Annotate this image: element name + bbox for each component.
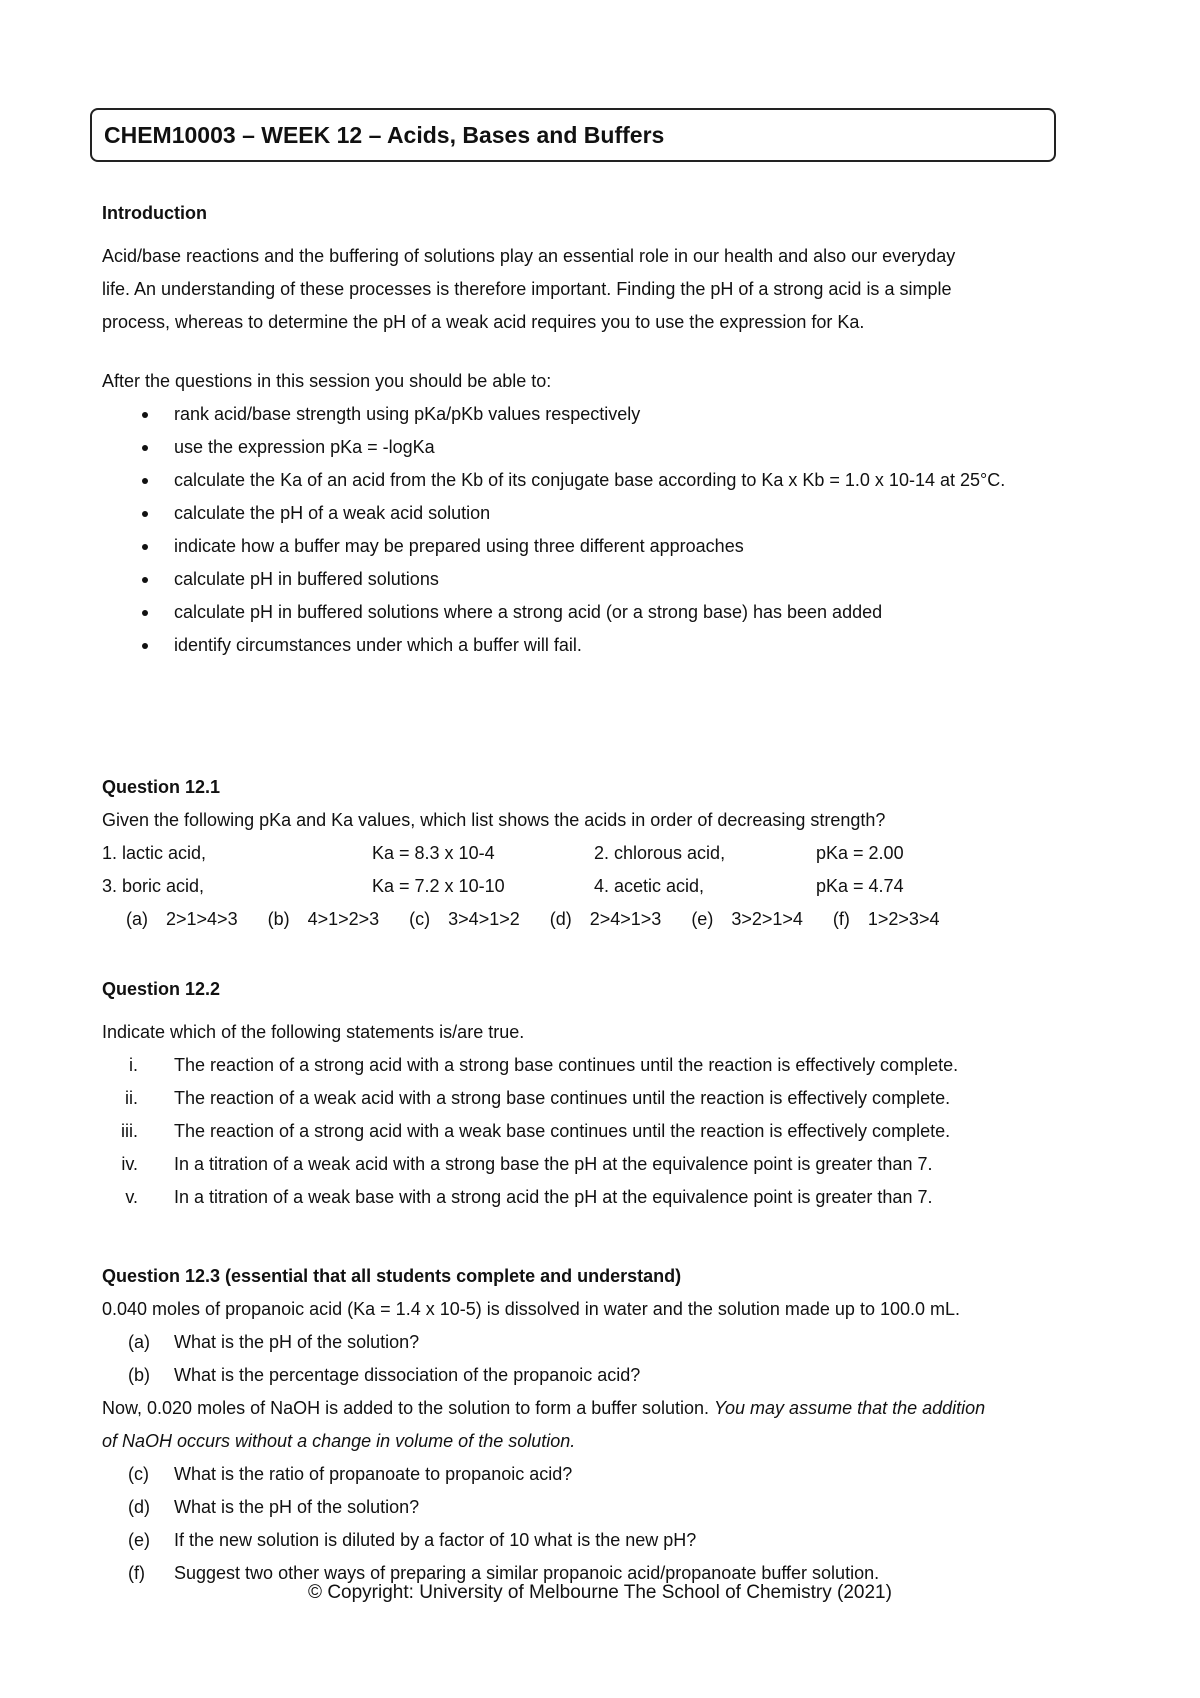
question-heading: Question 12.1	[102, 777, 221, 797]
answer-option[interactable]: (c) 3>4>1>2	[409, 909, 520, 929]
intro-section	[102, 197, 1112, 662]
statement-item: ii. The reaction of a weak acid with a strong base continues until the reaction is effectively complete.	[125, 1088, 951, 1108]
question-12-2	[102, 973, 1112, 1214]
copyright-footer: © Copyright: University of Melbourne The School of Chemistry (2021)	[308, 1582, 892, 1603]
intro-paragraph-line-2: life. An understanding of these processes is therefore important. Finding the pH of a strong acid is a simple	[102, 279, 952, 299]
sub-question: (a) What is the pH of the solution?	[128, 1332, 420, 1352]
question-heading: Question 12.2	[102, 979, 221, 999]
acid-label: 1. lactic acid,	[102, 843, 207, 863]
objective-item: calculate the Ka of an acid from the Kb of its conjugate base according to Ka x Kb = 1.0 x 10-14 at 25°C.	[102, 464, 1112, 497]
sub-question: (c) What is the ratio of propanoate to propanoic acid?	[128, 1464, 573, 1484]
question-heading: Question 12.3 (essential that all students complete and understand)	[102, 1266, 682, 1286]
buffer-prep-line-1: Now, 0.020 moles of NaOH is added to the solution to form a buffer solution. You may assume that the addition	[102, 1398, 986, 1418]
question-prompt: 0.040 moles of propanoic acid (Ka = 1.4 x 10-5) is dissolved in water and the solution made up to 100.0 mL.	[102, 1299, 961, 1319]
sub-question: (e) If the new solution is diluted by a factor of 10 what is the new pH?	[128, 1530, 697, 1550]
statement-item: i. The reaction of a strong acid with a strong base continues until the reaction is effectively complete.	[129, 1055, 959, 1075]
objective-item: identify circumstances under which a buffer will fail.	[102, 629, 1112, 662]
acid-value: Ka = 8.3 x 10-4	[372, 843, 495, 863]
buffer-prep-line-2: of NaOH occurs without a change in volume of the solution.	[102, 1431, 576, 1451]
objective-item: calculate the pH of a weak acid solution	[102, 497, 1112, 530]
acid-label: 4. acetic acid,	[594, 876, 705, 896]
question-12-3	[102, 1260, 1112, 1590]
acid-value: pKa = 4.74	[816, 876, 904, 896]
acid-label: 2. chlorous acid,	[594, 843, 726, 863]
intro-heading: Introduction	[102, 203, 207, 223]
acid-value: Ka = 7.2 x 10-10	[372, 876, 505, 896]
title-box	[90, 108, 1056, 162]
question-12-1	[102, 771, 1112, 936]
answer-option[interactable]: (b) 4>1>2>3	[267, 909, 380, 929]
intro-paragraph-line-3: process, whereas to determine the pH of a weak acid requires you to use the expression for Ka.	[102, 312, 865, 332]
page-title: CHEM10003 – WEEK 12 – Acids, Bases and Buffers	[104, 121, 665, 148]
objective-item: use the expression pKa = -logKa	[102, 431, 1112, 464]
answer-option[interactable]: (f) 1>2>3>4	[832, 909, 940, 929]
objectives-lead: After the questions in this session you should be able to:	[102, 371, 552, 391]
statement-item: v. In a titration of a weak base with a strong acid the pH at the equivalence point is greater than 7.	[125, 1187, 933, 1207]
objective-item: calculate pH in buffered solutions where a strong acid (or a strong base) has been added	[102, 596, 1112, 629]
acid-value: pKa = 2.00	[816, 843, 904, 863]
question-prompt: Given the following pKa and Ka values, which list shows the acids in order of decreasing strength?	[102, 810, 886, 830]
objective-item: rank acid/base strength using pKa/pKb values respectively	[102, 398, 1112, 431]
sub-question: (f) Suggest two other ways of preparing a similar propanoic acid/propanoate buffer solution.	[128, 1563, 880, 1583]
statement-item: iv. In a titration of a weak acid with a strong base the pH at the equivalence point is greater than 7.	[121, 1154, 933, 1174]
answer-option[interactable]: (d) 2>4>1>3	[549, 909, 662, 929]
answer-option[interactable]: (a) 2>1>4>3	[126, 909, 238, 929]
question-prompt: Indicate which of the following statements is/are true.	[102, 1022, 525, 1042]
intro-paragraph-line-1: Acid/base reactions and the buffering of solutions play an essential role in our health and also our everyday	[102, 246, 956, 266]
objective-item: indicate how a buffer may be prepared using three different approaches	[102, 530, 1112, 563]
acid-row	[102, 870, 1112, 903]
statement-item: iii. The reaction of a strong acid with a weak base continues until the reaction is effectively complete.	[121, 1121, 951, 1141]
sub-question: (d) What is the pH of the solution?	[128, 1497, 420, 1517]
answer-option[interactable]: (e) 3>2>1>4	[691, 909, 803, 929]
objective-item: calculate pH in buffered solutions	[102, 563, 1112, 596]
acid-row	[102, 837, 1112, 870]
answer-options	[102, 903, 1112, 936]
sub-question: (b) What is the percentage dissociation of the propanoic acid?	[128, 1365, 641, 1385]
acid-label: 3. boric acid,	[102, 876, 205, 896]
